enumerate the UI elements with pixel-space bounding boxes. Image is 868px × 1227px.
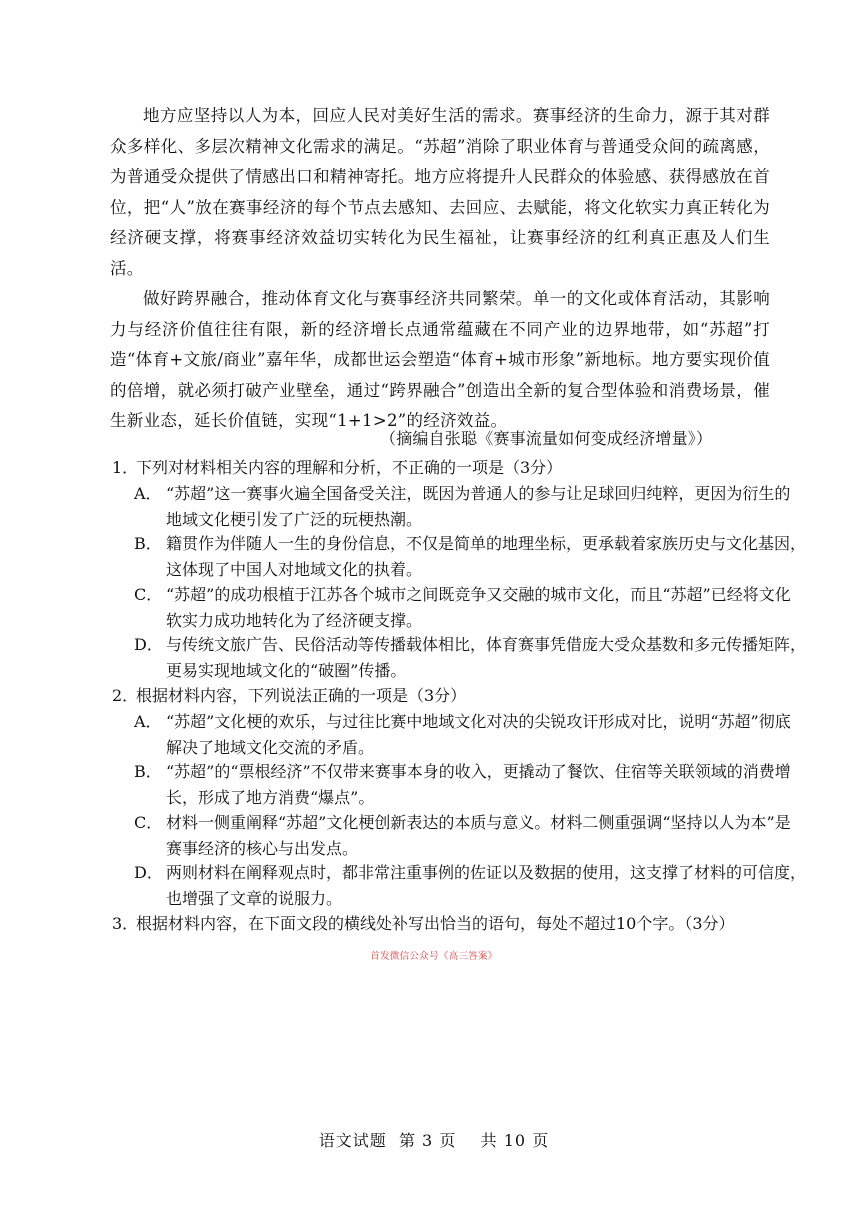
question-text: 下列对材料相关内容的理解和分析，不正确的一项是（3分）	[136, 458, 563, 477]
question-text: 根据材料内容，在下面文段的横线处补写出恰当的语句，每处不超过10个字。（3分）	[136, 914, 735, 933]
question-2-option-b	[134, 759, 806, 810]
question-2-option-d	[134, 860, 806, 911]
question-text: 根据材料内容，下列说法正确的一项是（3分）	[136, 686, 467, 705]
question-2-stem	[112, 683, 772, 708]
question-number: 2．	[112, 686, 139, 705]
option-letter: A．	[134, 712, 162, 731]
option-letter: D．	[134, 863, 163, 882]
option-letter: C．	[134, 813, 163, 832]
option-text: “苏超”的“票根经济”不仅带来赛事本身的收入，更撬动了餐饮、住宿等关联领域的消费增长，形成了地方消费“爆点”。	[166, 762, 791, 807]
option-letter: A．	[134, 484, 162, 503]
question-1-option-b	[134, 531, 806, 582]
option-text: 材料一侧重阐释“苏超”文化梗创新表达的本质与意义。材料二侧重强调“坚持以人为本”是赛事经济的核心与出发点。	[166, 813, 791, 858]
option-letter: B．	[134, 762, 162, 781]
option-text: 籍贯作为伴随人一生的身份信息，不仅是简单的地理坐标，更承载着家族历史与文化基因，这体现了中国人对地域文化的执着。	[166, 534, 807, 579]
option-letter: D．	[134, 635, 163, 654]
question-1-option-c	[134, 582, 806, 633]
question-2-option-c	[134, 810, 806, 861]
option-letter: B．	[134, 534, 162, 553]
article-source: （摘编自张聪《赛事流量如何变成经济增量》）	[380, 429, 713, 448]
option-text: “苏超”这一赛事火遍全国备受关注，既因为普通人的参与让足球回归纯粹，更因为衍生的地域文化梗引发了广泛的玩梗热潮。	[166, 484, 791, 529]
article-paragraph-1: 地方应坚持以人为本，回应人民对美好生活的需求。赛事经济的生命力，源于其对群众多样化、多层次精神文化需求的满足。“苏超”消除了职业体育与普通受众间的疏离感，为普通受众提供了情感出口和精神寄托。地方应将提升人民群众的体验感、获得感放在首位，把“人”放在赛事经济的每个节点去感知、去回应、去赋能，将文化软实力真正转化为经济硬支撑，将赛事经济效益切实转化为民生福祉，让赛事经济的红利真正惠及人们生活。	[110, 106, 770, 278]
article-paragraph-2: 做好跨界融合，推动体育文化与赛事经济共同繁荣。单一的文化或体育活动，其影响力与经济价值往往有限，新的经济增长点通常蕴藏在不同产业的边界地带，如“苏超”打造“体育+文旅/商业”嘉年华，成都世运会塑造“体育+城市形象”新地标。地方要实现价值的倍增，就必须打破产业壁垒，通过“跨界融合”创造出全新的复合型体验和消费场景，催生新业态，延长价值链，实现“1+1>2”的经济效益。	[110, 289, 770, 431]
question-1-option-a	[134, 481, 806, 532]
option-letter: C．	[134, 585, 163, 604]
question-number: 1．	[112, 458, 139, 477]
question-1-stem	[112, 455, 772, 480]
footer-page-number: 语文试题 第 3 页 共 10 页	[318, 1131, 550, 1150]
question-2-option-a	[134, 709, 806, 760]
option-text: 与传统文旅广告、民俗活动等传播载体相比，体育赛事凭借庞大受众基数和多元传播矩阵，更易实现地域文化的“破圈”传播。	[166, 635, 807, 680]
watermark-text: 首发微信公众号《高三答案》	[370, 951, 498, 962]
question-1-option-d	[134, 632, 806, 683]
option-text: “苏超”的成功根植于江苏各个城市之间既竞争又交融的城市文化，而且“苏超”已经将文化软实力成功地转化为了经济硬支撑。	[166, 585, 791, 630]
option-text: “苏超”文化梗的欢乐，与过往比赛中地域文化对决的尖锐攻讦形成对比，说明“苏超”彻底解决了地域文化交流的矛盾。	[166, 712, 791, 757]
page-footer	[0, 1128, 868, 1151]
option-text: 两则材料在阐释观点时，都非常注重事例的佐证以及数据的使用，这支撑了材料的可信度，也增强了文章的说服力。	[166, 863, 807, 908]
question-number: 3．	[112, 914, 139, 933]
question-3-stem	[112, 911, 772, 937]
